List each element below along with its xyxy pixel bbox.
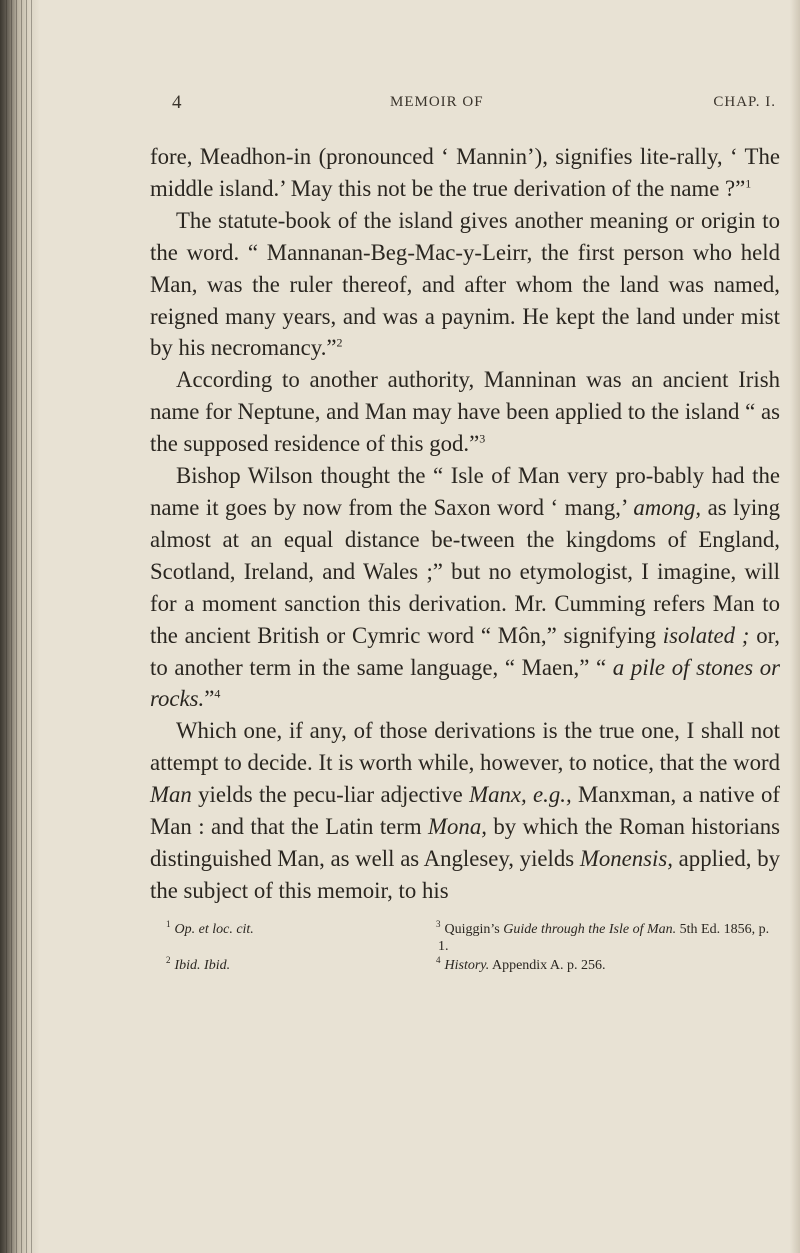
text-run: applied, by the subject of this memoir, to his	[150, 845, 780, 903]
footnote	[420, 957, 780, 974]
italic-text: Ibid. Ibid.	[174, 957, 231, 973]
chapter-label: CHAP. I.	[713, 94, 776, 110]
italic-text: Mona,	[428, 814, 487, 840]
text-run: by which the Roman historians distinguished Man, as well as Anglesey, yields	[150, 814, 780, 871]
text-run: Appendix A. p. 256.	[489, 957, 606, 973]
italic-text: Guide through the Isle of Man.	[503, 921, 677, 937]
footnote	[150, 921, 420, 955]
italic-text: isolated ;	[662, 622, 750, 648]
paragraph	[150, 141, 780, 205]
footnote-mark: 1	[166, 919, 171, 930]
italic-text: Monensis,	[579, 845, 673, 871]
footnote	[150, 957, 420, 974]
footnote-ref: 2	[336, 335, 343, 350]
page-number: 4	[172, 92, 183, 113]
text-run: or, to another term in the same language, “ Maen,” “	[150, 622, 781, 680]
text-run: According to another authority, Manninan was an ancient Irish name for Neptune, and Man may have been applied to the island “ as the supposed residence of this god.”	[150, 367, 780, 457]
italic-text: History.	[444, 957, 490, 973]
page-edges	[6, 0, 36, 1253]
footnote-mark: 3	[436, 919, 441, 930]
text-run: fore, Meadhon-in (pronounced ‘ Mannin’), signifies lite-rally, ‘ The middle island.’ May this not be the true derivation of the name ?”	[150, 144, 780, 201]
text-run: 5th Ed. 1856, p. 1.	[438, 921, 770, 954]
text-run: Manxman, a native of Man : and that the Latin term	[150, 782, 781, 840]
text-run: Bishop Wilson thought the “ Isle of Man very pro-bably had the name it goes by now from the Saxon word ‘ mang,’	[150, 463, 780, 520]
italic-text: Op. et loc. cit.	[174, 921, 254, 937]
footnote-mark: 4	[436, 955, 441, 966]
text-run: Which one, if any, of those derivations is the true one, I shall not attempt to decide. It is worth while, however, to notice, that the word	[150, 718, 780, 776]
book-page	[150, 92, 780, 974]
running-head	[150, 92, 780, 122]
italic-text: Man	[150, 782, 192, 808]
text-run: The statute-book of the island gives another meaning or origin to the word. “ Mannanan-Beg-Mac-y-Leirr, the first person who held Man, was the ruler thereof, and after whom the land was named, reigned many years, and was a paynim. He kept the land under mist by his necromancy.”	[150, 207, 780, 361]
paragraph	[150, 460, 780, 715]
running-title: MEMOIR OF	[390, 94, 484, 110]
italic-text: among,	[633, 494, 702, 520]
paragraph	[150, 205, 780, 365]
footnote-ref: 4	[214, 686, 221, 701]
footnote-mark: 2	[166, 955, 171, 966]
italic-text: Manx, e.g.,	[469, 782, 572, 808]
footnote-ref: 3	[479, 431, 486, 446]
body-text	[150, 141, 780, 907]
text-run: yields the pecu-liar adjective	[191, 782, 470, 808]
page-edge-right	[790, 0, 800, 1253]
footnote	[420, 921, 780, 955]
italic-text: a pile of stones or rocks.	[150, 654, 780, 712]
paragraph	[150, 364, 780, 460]
text-run: ”	[204, 686, 215, 712]
text-run: as lying almost at an equal distance be-tween the kingdoms of England, Scotland, Ireland, and Wales ;” but no etymologist, I imagine, will for a moment sanction this derivation. Mr. Cumming refers Man to the ancient British or Cymric word “ Môn,” signifying	[150, 494, 780, 648]
footnote-ref: 1	[745, 176, 752, 191]
paragraph	[150, 715, 780, 906]
text-run: Quiggin’s	[444, 921, 504, 937]
footnotes	[150, 921, 780, 974]
